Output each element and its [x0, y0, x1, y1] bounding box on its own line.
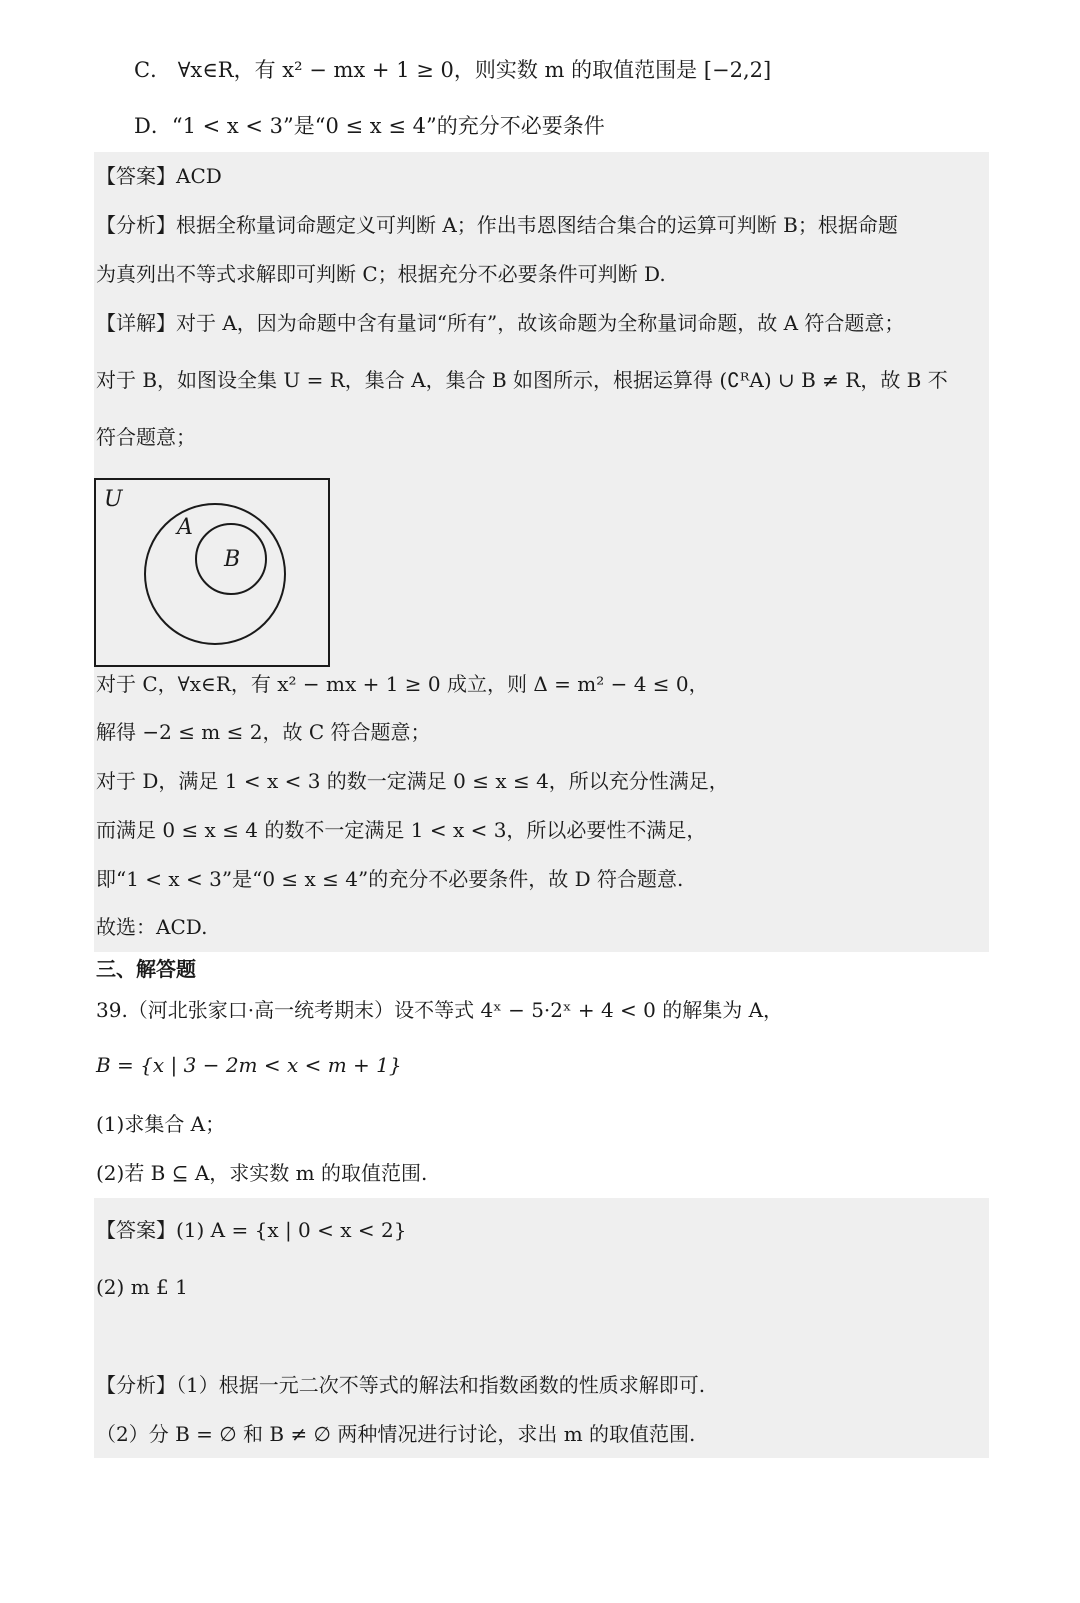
q38-detail-line-3: 符合题意； — [96, 425, 196, 449]
q38-detail-d-line-3: 即“1 < x < 3”是“0 ≤ x ≤ 4”的充分不必要条件，故 D 符合题意. — [96, 867, 684, 891]
q39-stem-line-2: B = {x | 3 − 2m < x < m + 1} — [96, 1053, 402, 1077]
q38-detail-line-1: 【详解】对于 A，因为命题中含有量词“所有”，故该命题为全称量词命题，故 A 符合题意； — [96, 311, 905, 335]
option-d: D．“1 < x < 3”是“0 ≤ x ≤ 4”的充分不必要条件 — [134, 114, 605, 138]
q38-detail-d-line-2: 而满足 0 ≤ x ≤ 4 的数不一定满足 1 < x < 3，所以必要性不满足， — [96, 818, 707, 842]
q38-detail-line-2: 对于 B，如图设全集 U = R，集合 A，集合 B 如图所示，根据运算得 (∁ᴿA) ∪ B ≠ R，故 B 不 — [96, 368, 948, 392]
venn-label-u: U — [104, 487, 123, 512]
q38-detail-c-line-1: 对于 C，∀x∈R，有 x² − mx + 1 ≥ 0 成立，则 Δ = m² − 4 ≤ 0， — [96, 672, 709, 696]
venn-label-b: B — [224, 547, 241, 572]
q39-stem-line-1: 39.（河北张家口·高一统考期末）设不等式 4ˣ − 5·2ˣ + 4 < 0 的解集为 A， — [96, 998, 784, 1022]
q38-choose: 故选：ACD. — [96, 915, 208, 939]
section-title: 三、解答题 — [96, 957, 196, 981]
q39-part-2: (2)若 B ⊆ A，求实数 m 的取值范围. — [96, 1161, 428, 1185]
venn-label-a: A — [177, 515, 193, 540]
q39-analysis-line-2: （2）分 B = ∅ 和 B ≠ ∅ 两种情况进行讨论，求出 m 的取值范围. — [96, 1422, 696, 1446]
q38-detail-c-line-2: 解得 −2 ≤ m ≤ 2，故 C 符合题意； — [96, 720, 431, 744]
universal-set-box — [95, 479, 329, 666]
q39-answer-1: 【答案】(1) A = {x | 0 < x < 2} — [96, 1218, 407, 1242]
venn-diagram — [94, 478, 330, 668]
q38-answer: 【答案】ACD — [96, 164, 222, 188]
q39-part-1: (1)求集合 A； — [96, 1112, 226, 1136]
set-a-circle — [145, 504, 285, 644]
q38-detail-d-line-1: 对于 D，满足 1 < x < 3 的数一定满足 0 ≤ x ≤ 4，所以充分性满足， — [96, 769, 729, 793]
q38-analysis-line-2: 为真列出不等式求解即可判断 C；根据充分不必要条件可判断 D. — [96, 262, 666, 286]
option-c: C． ∀x∈R，有 x² − mx + 1 ≥ 0，则实数 m 的取值范围是 [−2,2] — [134, 58, 772, 82]
q39-analysis-line-1: 【分析】（1）根据一元二次不等式的解法和指数函数的性质求解即可. — [96, 1373, 706, 1397]
q38-analysis-line-1: 【分析】根据全称量词命题定义可判断 A；作出韦恩图结合集合的运算可判断 B；根据命题 — [96, 213, 898, 237]
q39-answer-2: (2) m £ 1 — [96, 1275, 188, 1299]
